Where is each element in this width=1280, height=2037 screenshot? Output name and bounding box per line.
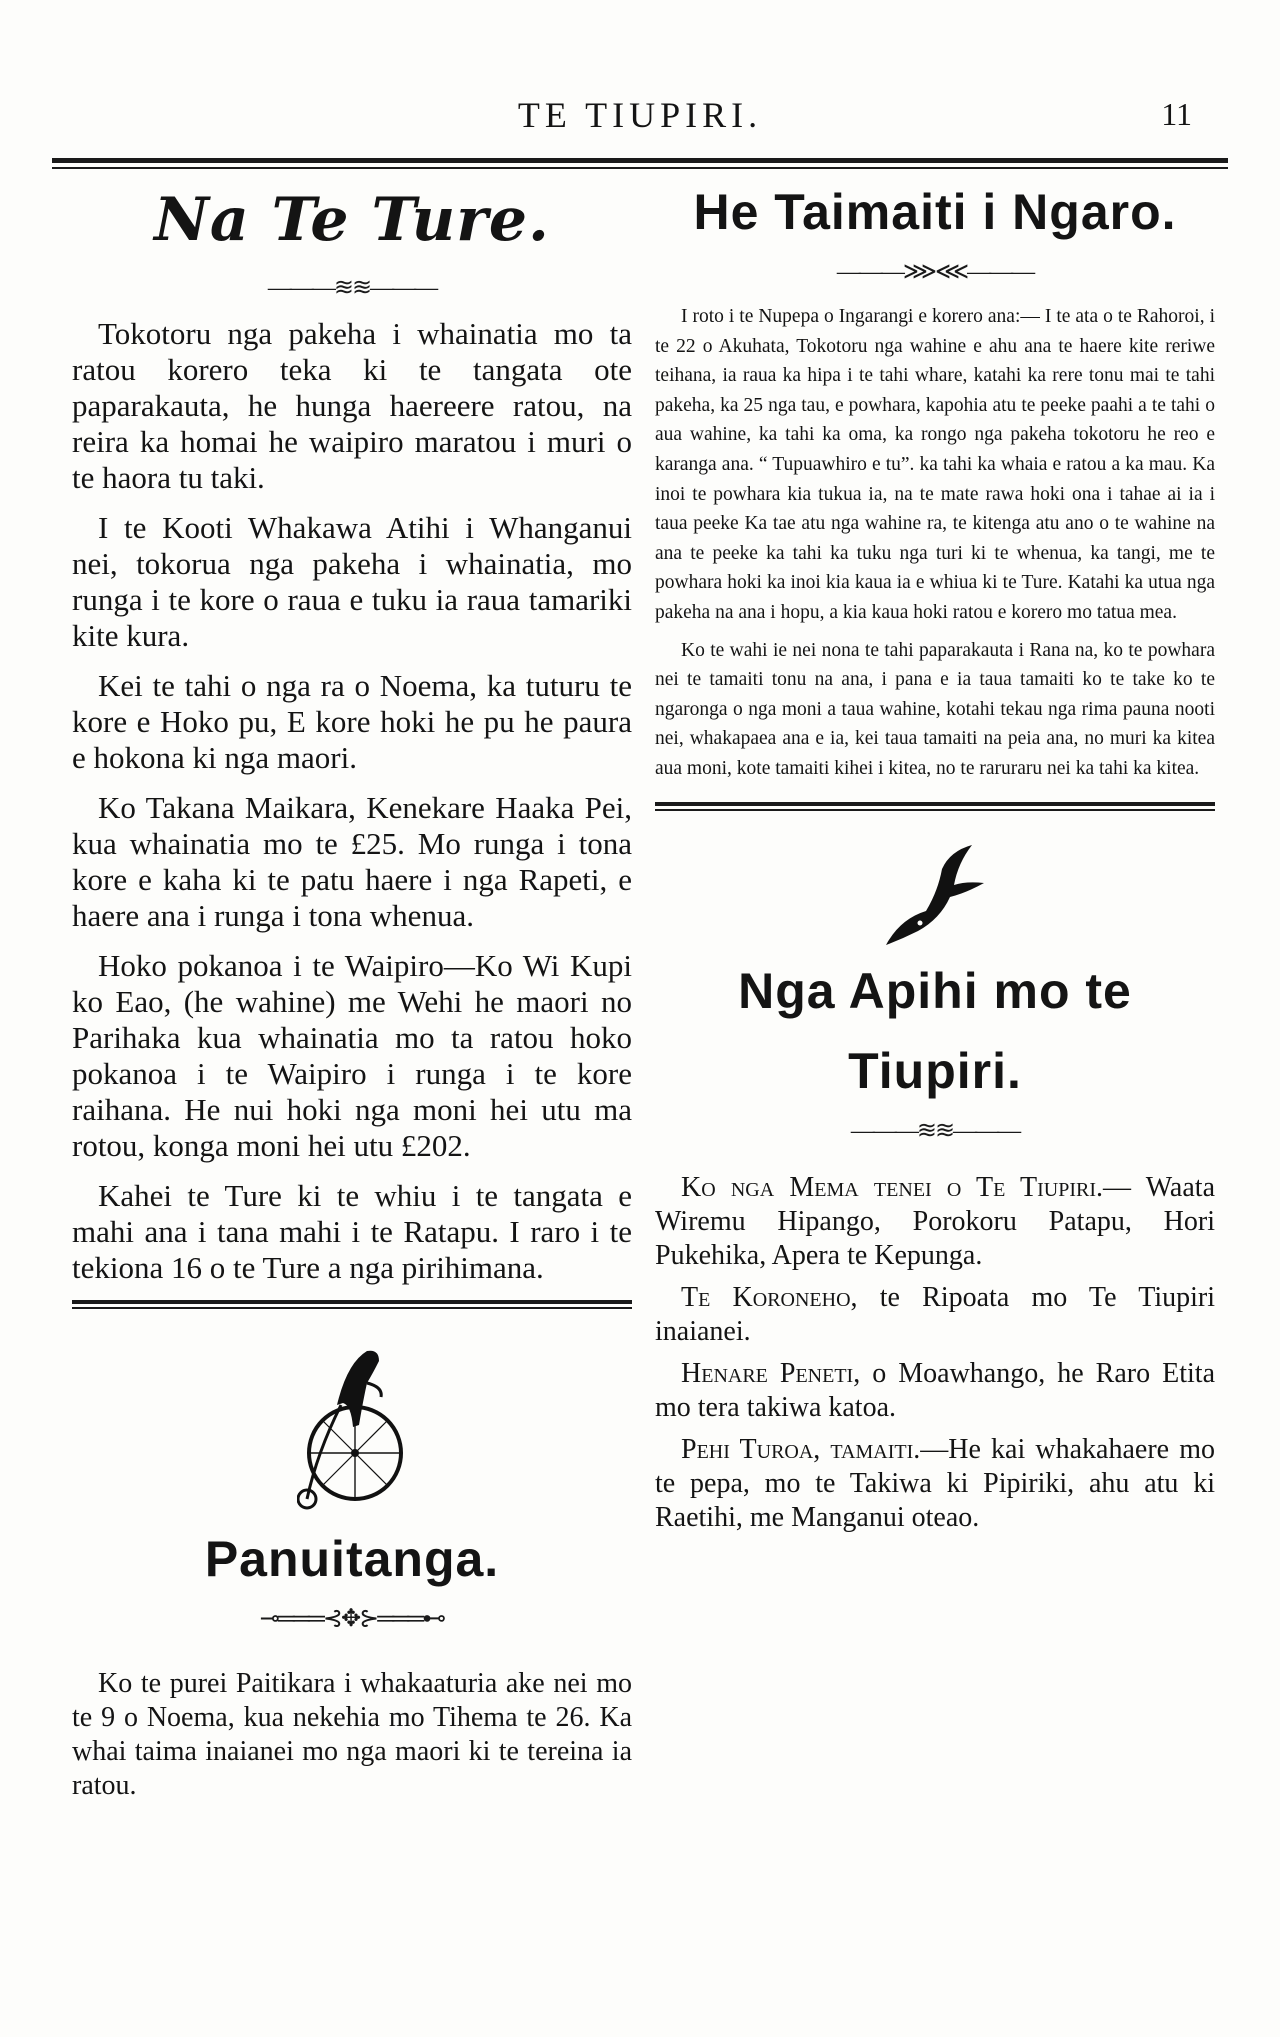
left-column bbox=[72, 172, 632, 1811]
staff-entry bbox=[655, 1357, 1215, 1425]
right-column bbox=[655, 172, 1215, 1543]
divider-ornament: ———⋙⋘——— bbox=[836, 259, 1034, 285]
staff-entry-lead: Te Koroneho, bbox=[681, 1281, 858, 1313]
article-paragraph: Ko te wahi ie nei nona te tahi paparakauta i Rana na, ko te powhara nei te tamaiti tonu na ana, i pana e ia taua tamaiti ko te take ko te ngaronga o nga moni a taua wahine, kotahi tekau nga rima pauna nooti nei, whakapaea ana e ia, kei taua tamaiti na peia ana, no muri ka kitea aua moni, kote tamaiti kihei i kitea, no te raruraru nei ka tahi ka kitea. bbox=[655, 639, 1215, 779]
section-title-he-taimaiti: He Taimaiti i Ngaro. bbox=[693, 184, 1177, 240]
staff-entry-text: —He kai whakahaere mo te pepa, mo te Takiwa ki Pipiriki, ahu atu ki Raetihi, me Manganui oteao. bbox=[655, 1433, 1215, 1533]
article-paragraph: Ko te purei Paitikara i whakaaturia ake nei mo te 9 o Noema, kua nekehia mo Tihema te 26. Ka whai taima inaianei mo nga maori ki te tereina ia ratou. bbox=[72, 1668, 632, 1801]
staff-entry bbox=[655, 1171, 1215, 1273]
staff-entry-text: te Ripoata mo Te Tiupiri inaianei. bbox=[655, 1281, 1215, 1347]
header-rule bbox=[52, 158, 1228, 163]
header-rule-thin bbox=[52, 167, 1228, 169]
divider-ornament: ⊸═══⊰✥⊱═══⊷ bbox=[259, 1606, 445, 1632]
section-title-na-te-ture: Na Te Ture. bbox=[154, 185, 550, 255]
staff-entry-text: o Moawhango, he Raro Etita mo tera takiwa katoa. bbox=[655, 1357, 1215, 1423]
penny-farthing-cyclist-illustration bbox=[297, 1343, 407, 1513]
staff-entry bbox=[655, 1281, 1215, 1349]
section-title-nga-apihi: Nga Apihi mo te Tiupiri. bbox=[738, 962, 1132, 1099]
divider-ornament: ———≋≋——— bbox=[267, 275, 437, 301]
article-paragraph: Ko Takana Maikara, Kenekare Haaka Pei, kua whainatia mo te £25. Mo runga i tona kore e kaha ki te patu haere i nga Rapeti, e haere ana i runga i tona whenua. bbox=[72, 790, 632, 933]
staff-entry-lead: Ko nga Mema tenei o Te Tiupiri.— bbox=[681, 1171, 1132, 1203]
divider-ornament: ———≋≋——— bbox=[850, 1117, 1020, 1144]
section-title-panuitanga: Panuitanga. bbox=[204, 1531, 500, 1587]
swallow-bird-illustration bbox=[880, 841, 990, 951]
column-rule bbox=[72, 1300, 632, 1304]
article-paragraph: Kei te tahi o nga ra o Noema, ka tuturu te kore e Hoko pu, E kore hoki he pu he paura e hokona ki nga maori. bbox=[72, 668, 632, 775]
staff-entry-lead: Pehi Turoa, tamaiti. bbox=[681, 1433, 921, 1465]
article-paragraph: Hoko pokanoa i te Waipiro—Ko Wi Kupi ko Eao, (he wahine) me Wehi he maori no Parihaka kua whainatia mo ta ratou hoko pokanoa i te Waipiro i runga i te kore raihana. He nui hoki nga moni hei utu ma rotou, konga moni hei utu £202. bbox=[72, 948, 632, 1163]
article-paragraph: Tokotoru nga pakeha i whainatia mo ta ratou korero teka ki te tangata ote paparakauta, he hunga haereere ratou, na reira ka homai he waipiro maratou i muri o te haora tu taki. bbox=[72, 316, 632, 495]
column-rule bbox=[655, 802, 1215, 806]
staff-entry-lead: Henare Peneti, bbox=[681, 1357, 861, 1389]
staff-entry-text: Waata Wiremu Hipango, Porokoru Patapu, Hori Pukehika, Apera te Kepunga. bbox=[655, 1171, 1215, 1271]
staff-entry bbox=[655, 1433, 1215, 1535]
page-number: 11 bbox=[1161, 96, 1192, 132]
article-paragraph: I te Kooti Whakawa Atihi i Whanganui nei, tokorua nga pakeha i whainatia, mo runga i te kore o raua e tuku ia raua tamariki kite kura. bbox=[72, 510, 632, 653]
running-head bbox=[0, 94, 1280, 144]
article-paragraph: I roto i te Nupepa o Ingarangi e korero ana:— I te ata o te Rahoroi, i te 22 o Akuhata, Tokotoru nga wahine e ahu ana te haere kite reriwe teihana, ia raua ka hipa i te tahi whare, katahi ka rere tonu mai te tahi pakeha, ka 25 nga tau, e powhara, kapohia atu te peeke paahi a te tahi o aua wahine, ka tahi ka oma, ka rongo nga pakeha tokotoru he reo e karanga ana. “ Tupuawhiro e tu”. ka tahi ka whaia e ratou a ka mau. Ka inoi te powhara kia tukua ia, na te mate rawa hoki ona i tahae ai ia i taua peeke Ka tae atu nga wahine ra, te kitenga atu ano o te wahine na ana te peeke ka tahi ka tuku nga turi ki te whenua, ka tangi, me te powhara hoki ka inoi kia kaua ia e whiua ki te Ture. Katahi ka utua nga pakeha na ana i hopu, a kia kaua hoki ratou e korero mo tatua mea. bbox=[655, 306, 1215, 623]
article-paragraph: Kahei te Ture ki te whiu i te tangata e mahi ana i tana mahi i te Ratapu. I raro i te tekiona 16 o te Ture a nga pirihimana. bbox=[72, 1178, 632, 1285]
running-title: TE TIUPIRI. bbox=[517, 95, 763, 135]
